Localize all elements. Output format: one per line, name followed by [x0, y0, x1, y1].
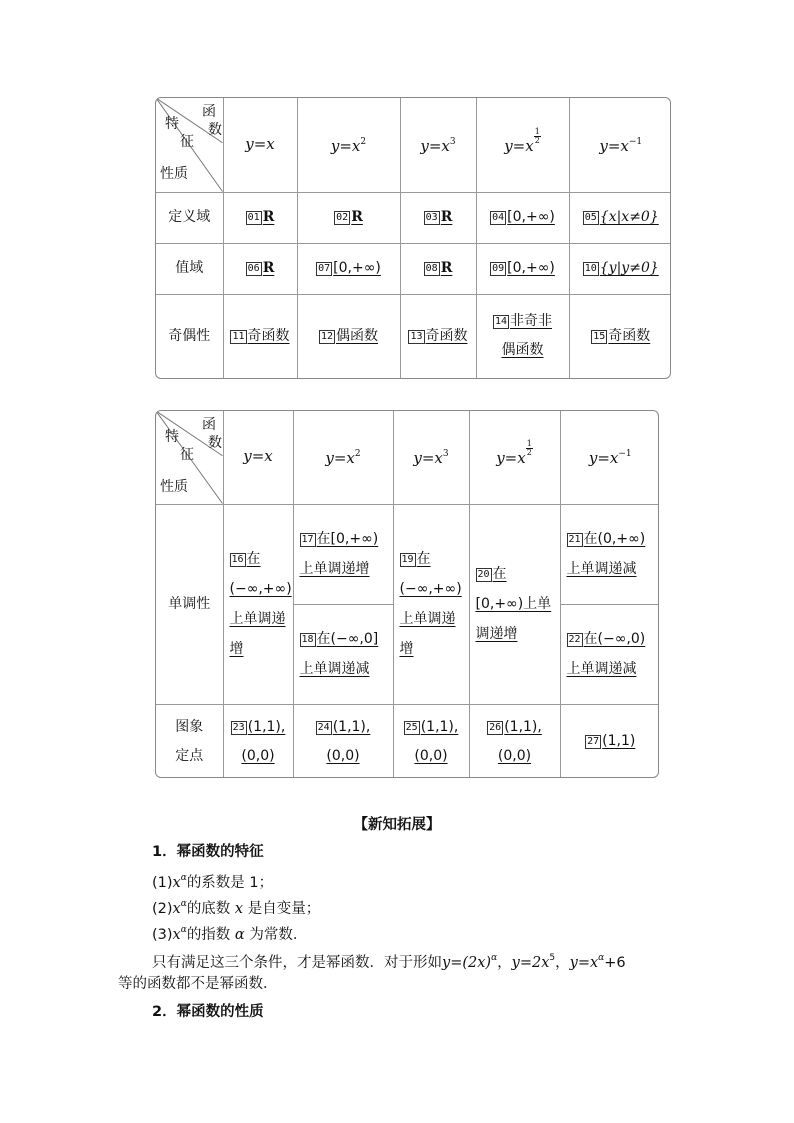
col-header-y-x-half: y=x $\frac{1}{2}$ [469, 411, 560, 504]
col-header-y-x3: $y=x^3$ [400, 98, 476, 192]
subsection-title-1: 1．幂函数的特征 [152, 844, 264, 860]
row-label: 单调性 [156, 504, 223, 704]
row-label: 定义域 [156, 192, 223, 243]
feature-item-3: $(3)x^\alpha$的指数 α 为常数． [152, 925, 308, 943]
section-heading: 【新知拓展】 [353, 817, 441, 833]
paragraph-line-1: 只有满足这三个条件，才是幂函数．对于形如$y=(2x)^\alpha$，$y=2x^5$，$y=x^\alpha+6$ [152, 953, 626, 971]
feature-item-1: $(1)x^\alpha$的系数是 1； [152, 873, 274, 891]
paragraph-line-2: 等的函数都不是幂函数． [118, 976, 278, 992]
col-header-y-x2: $y=x^2$ [297, 98, 400, 192]
col-header-y-x-inv: $y=x^{-1}$ [560, 411, 659, 504]
col-header-y-x-half: y=x $\frac{1}{2}$ [476, 98, 569, 192]
properties-table-1 [155, 97, 671, 379]
table-row-monotonic-b: 18 在(−∞,0]上单调递减 22 在(−∞,0)上单调递减 [156, 604, 659, 704]
col-header-y-x3: $y=x^3$ [393, 411, 469, 504]
row-label: 值域 [156, 243, 223, 294]
row-label: 奇偶性 [156, 294, 223, 378]
col-header-y-x: y=x [223, 98, 297, 192]
table-row-range: 值域 06 R 07 [0,+∞) 08 R 09 [0,+∞) 10 {y|y≠0} [156, 243, 671, 294]
col-header-y-x2: $y=x^2$ [293, 411, 393, 504]
table2-corner-header: 函 数 特 征 性质 [156, 411, 223, 504]
properties-table-2 [155, 410, 659, 778]
col-header-y-x-inv: $y=x^{-1}$ [569, 98, 671, 192]
feature-item-2: $(2)x^\alpha$的底数 x 是自变量； [152, 899, 321, 917]
table-row-monotonic-a: 单调性 16 在(−∞,+∞)上单调递增 17 在[0,+∞)上单调递增 19 在(−∞,+∞)上单调递增 20 在[0,+∞)上单调递增 21 在(0,+∞)上单调递减 [156, 504, 659, 604]
col-header-y-x: y=x [223, 411, 293, 504]
table1-corner-header: 函 数 特 征 性质 [156, 98, 223, 192]
subsection-title-2: 2．幂函数的性质 [152, 1004, 264, 1020]
table-row-parity: 奇偶性 11 奇函数 12 偶函数 13 奇函数 14 非奇非偶函数 15 奇函数 [156, 294, 671, 378]
row-label: 图象 [175, 718, 204, 735]
table-row-domain: 定义域 01 R 02 R 03 R 04 [0,+∞) 05 {x|x≠0} [156, 192, 671, 243]
row-label: 定点 [175, 747, 204, 764]
table-row-fixed-point: 图象 定点 23 (1,1), (0,0) 24 (1,1), (0,0) 25 (1,1), (0,0) 26 (1,1), (0,0) 27 (1,1) [156, 704, 659, 778]
